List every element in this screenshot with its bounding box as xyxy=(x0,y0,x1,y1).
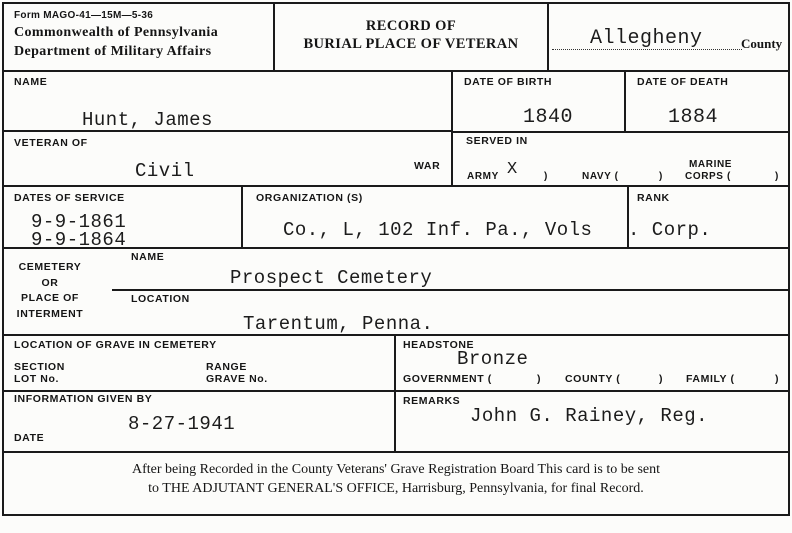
border-bottom xyxy=(2,514,790,516)
county-option: COUNTY ( xyxy=(565,373,621,385)
army-mark: X xyxy=(507,160,518,179)
title-line-2: BURIAL PLACE OF VETERAN xyxy=(303,36,519,52)
birth-death-divider xyxy=(624,70,626,132)
death-label: DATE OF DEATH xyxy=(637,76,729,88)
location-value: Tarentum, Penna. xyxy=(243,313,434,335)
row1-line-left xyxy=(2,130,452,132)
birth-label: DATE OF BIRTH xyxy=(464,76,553,88)
marine-close-paren: ) xyxy=(775,171,779,182)
veteran-of-label: VETERAN OF xyxy=(14,137,88,149)
border-left xyxy=(2,2,4,516)
name-value: Hunt, James xyxy=(82,109,213,131)
county-label: County xyxy=(741,36,783,51)
title-line-1: RECORD OF xyxy=(365,18,457,34)
county-close-paren: ) xyxy=(659,373,664,385)
grave-divider xyxy=(394,334,396,453)
army-close-paren: ) xyxy=(544,171,548,182)
marine-label-1: MARINE xyxy=(689,159,733,170)
header-bottom-line xyxy=(2,70,790,72)
range-label: RANGE xyxy=(206,361,247,373)
cemetery-label-1: CEMETERY xyxy=(18,261,82,273)
footer-line-1: After being Recorded in the County Veterans' Grave Registration Board This card is to be sent xyxy=(131,462,661,477)
lot-label: LOT No. xyxy=(14,373,60,385)
cemetery-name-value: Prospect Cemetery xyxy=(230,267,433,289)
row6-line xyxy=(2,451,790,453)
header-divider-2 xyxy=(547,2,549,72)
service-start: 9-9-1861 xyxy=(31,211,127,233)
border-top xyxy=(2,2,790,4)
family-close-paren: ) xyxy=(775,373,780,385)
name-divider xyxy=(451,70,453,186)
agency-line-1: Commonwealth of Pennsylvania xyxy=(14,25,219,40)
remarks-value: John G. Rainey, Reg. xyxy=(470,405,709,427)
headstone-label: HEADSTONE xyxy=(403,339,475,351)
war-label: WAR xyxy=(414,160,441,172)
border-right xyxy=(788,2,790,516)
service-divider-1 xyxy=(241,185,243,249)
row1-line-right xyxy=(451,131,790,133)
rank-value: . Corp. xyxy=(628,219,712,241)
navy-close-paren: ) xyxy=(659,171,663,182)
remarks-label: REMARKS xyxy=(403,395,461,407)
date-label: DATE xyxy=(14,432,45,444)
county-value: Allegheny xyxy=(590,27,703,50)
grave-location-label: LOCATION OF GRAVE IN CEMETERY xyxy=(14,339,217,351)
cemetery-label-3: PLACE OF xyxy=(21,292,79,304)
war-value: Civil xyxy=(135,160,195,182)
info-date-value: 8-27-1941 xyxy=(128,413,236,435)
served-in-label: SERVED IN xyxy=(466,135,528,147)
row5-line xyxy=(2,390,790,392)
form-number: Form MAGO-41—15M—5-36 xyxy=(14,10,154,21)
name-label: NAME xyxy=(14,76,48,88)
cemetery-label-4: INTERMENT xyxy=(16,308,84,320)
info-given-label: INFORMATION GIVEN BY xyxy=(14,393,153,405)
cemetery-name-label: NAME xyxy=(131,251,165,263)
section-label: SECTION xyxy=(14,361,65,373)
agency-line-2: Department of Military Affairs xyxy=(14,44,212,59)
organization-label: ORGANIZATION (S) xyxy=(256,192,363,204)
death-value: 1884 xyxy=(668,106,719,129)
location-label: LOCATION xyxy=(131,293,190,305)
marine-label-2: CORPS ( xyxy=(685,171,731,182)
cemetery-mid-line xyxy=(112,289,790,291)
government-option: GOVERNMENT ( xyxy=(403,373,492,385)
row2-line xyxy=(2,185,790,187)
cemetery-label-2: OR xyxy=(41,277,59,289)
dates-of-service-label: DATES OF SERVICE xyxy=(14,192,125,204)
navy-label: NAVY ( xyxy=(582,171,619,182)
footer-line-2: to THE ADJUTANT GENERAL'S OFFICE, Harrisburg, Pennsylvania, for final Record. xyxy=(148,481,644,496)
family-option: FAMILY ( xyxy=(686,373,735,385)
headstone-value: Bronze xyxy=(457,348,529,370)
army-label: ARMY xyxy=(467,171,499,182)
government-close-paren: ) xyxy=(537,373,542,385)
organization-value: Co., L, 102 Inf. Pa., Vols xyxy=(283,219,593,241)
birth-value: 1840 xyxy=(523,106,574,129)
service-end: 9-9-1864 xyxy=(31,229,127,251)
grave-label: GRAVE No. xyxy=(206,373,268,385)
rank-label: RANK xyxy=(637,192,670,204)
